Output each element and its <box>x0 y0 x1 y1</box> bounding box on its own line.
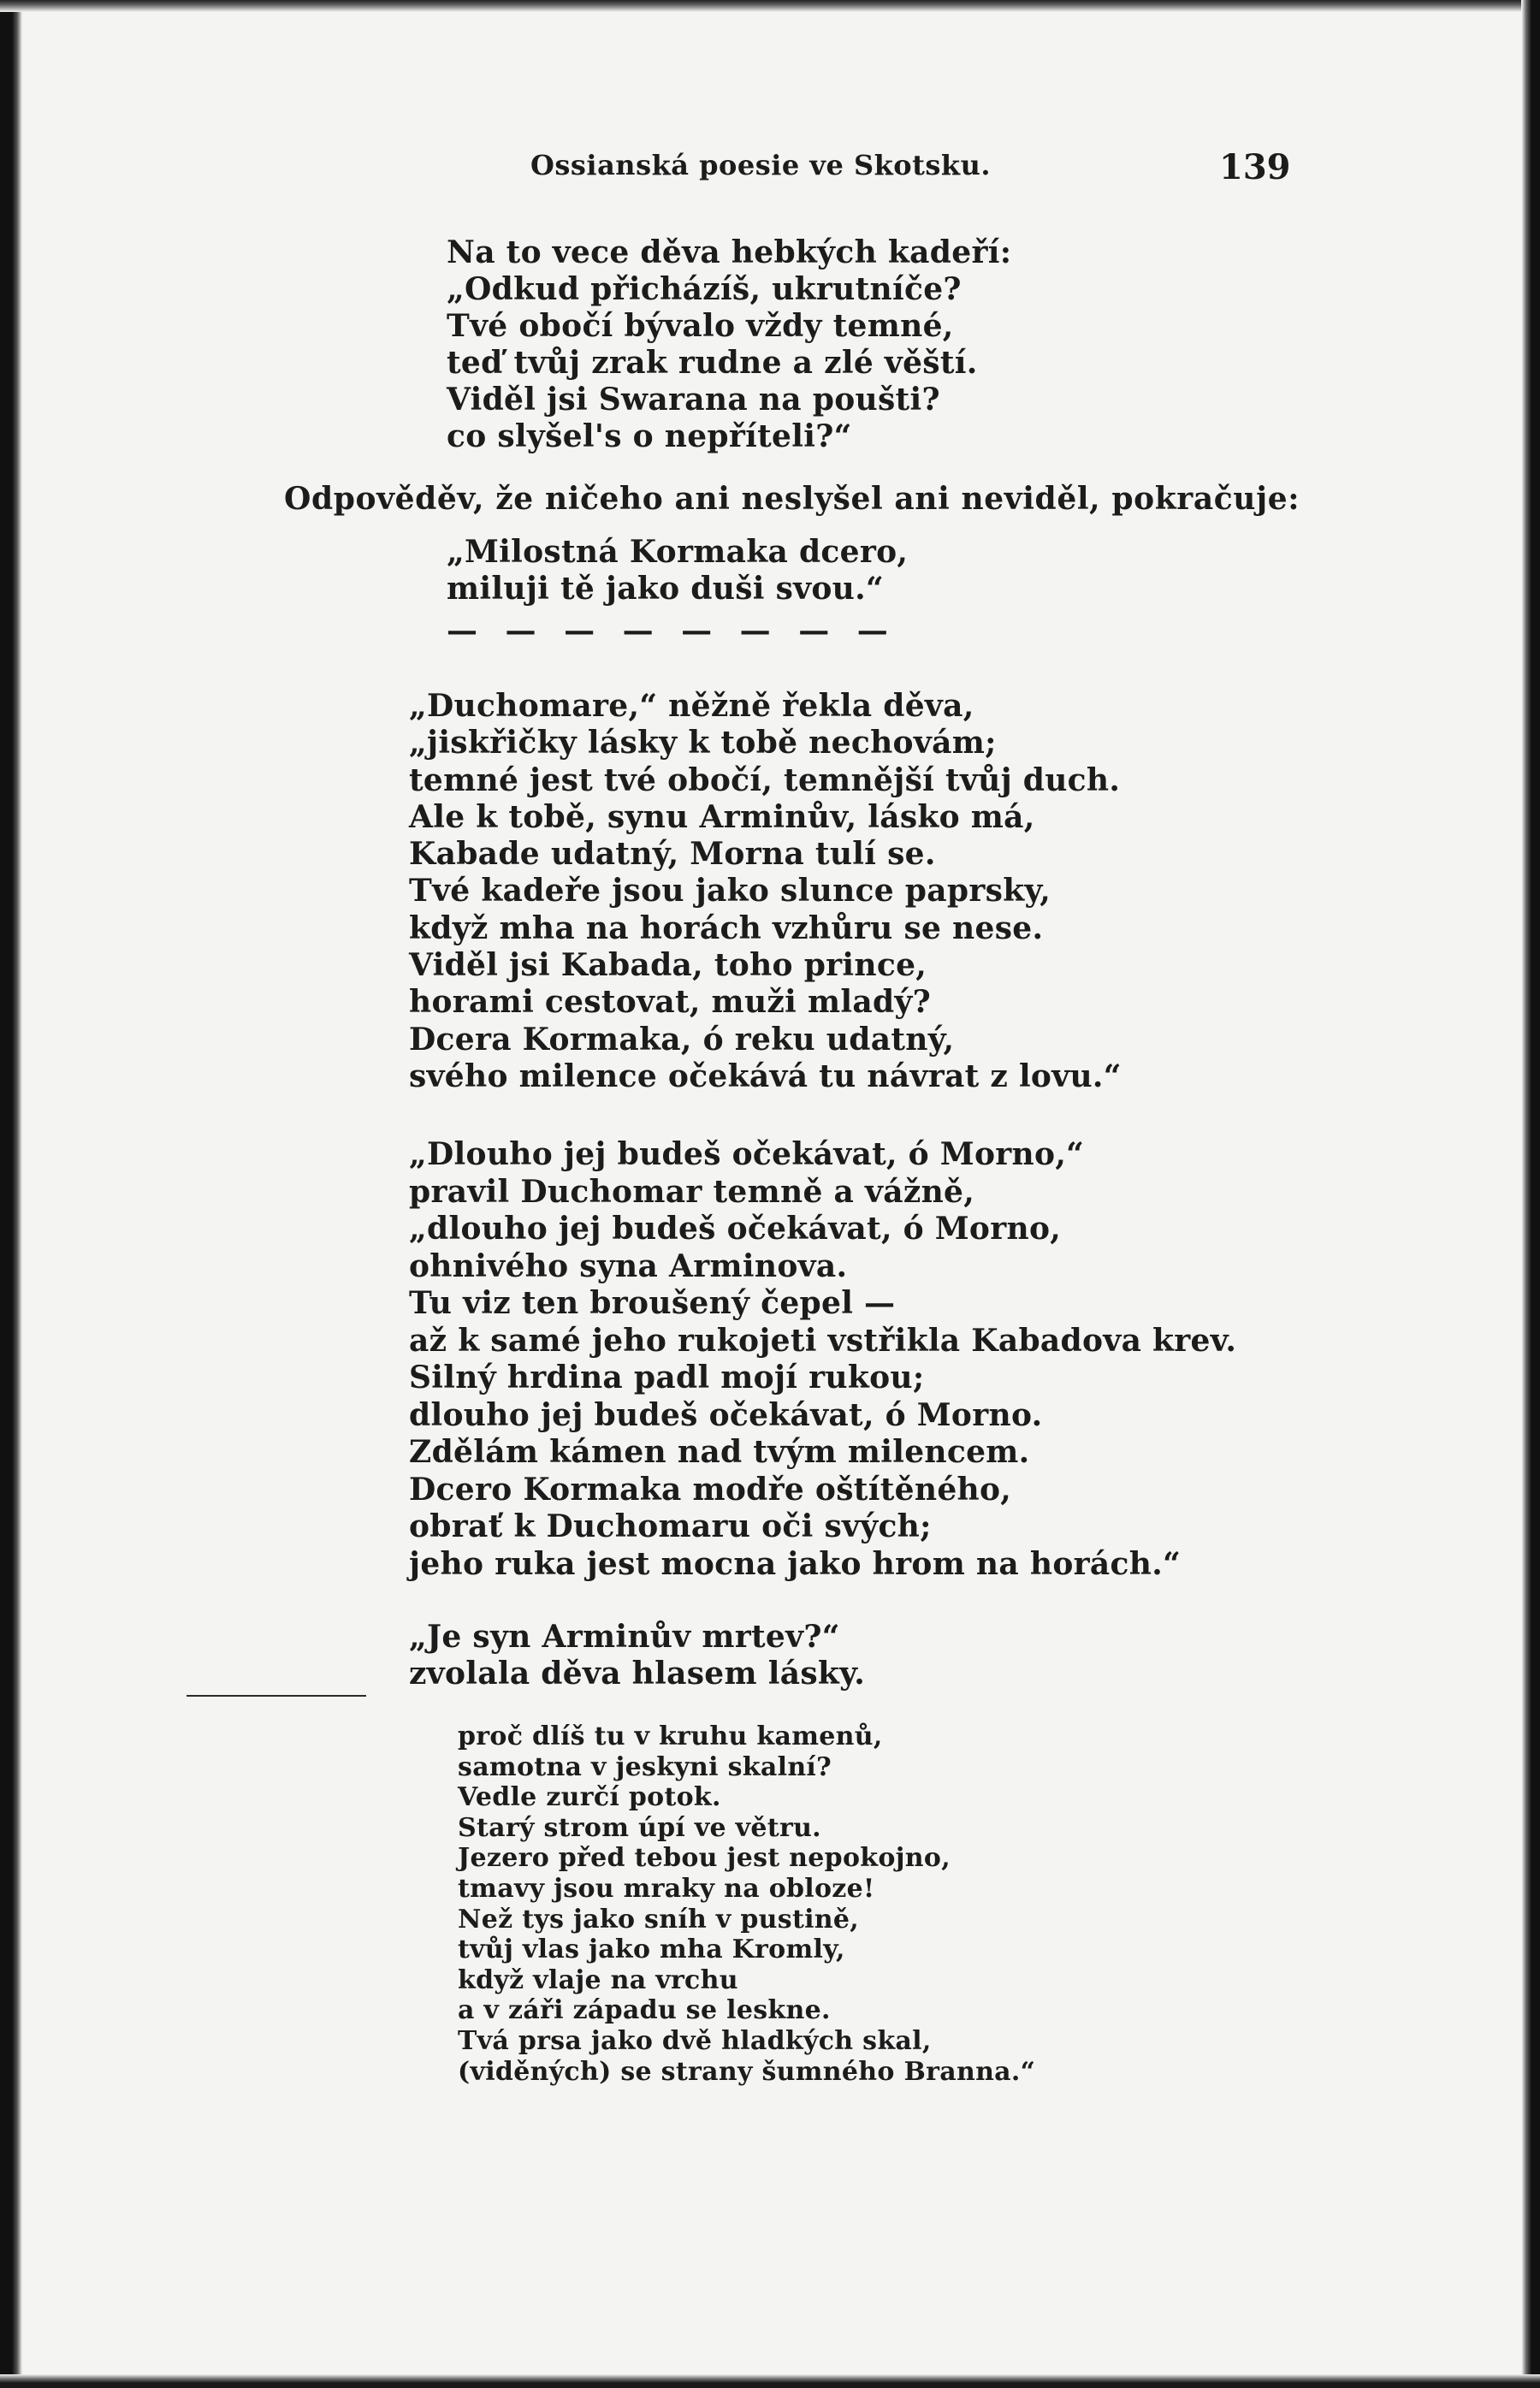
verse-line: až k samé jeho rukojeti vstřikla Kabadova krev. <box>409 1322 1237 1359</box>
verse-line: „Dlouho jej budeš očekávat, ó Morno,“ <box>409 1136 1085 1172</box>
verse-line: Tvé kadeře jsou jako slunce paprsky, <box>409 873 1051 910</box>
footnote-line: tvůj vlas jako mha Kromly, <box>458 1935 845 1965</box>
verse-line: Ale k tobě, synu Arminův, lásko má, <box>409 798 1035 835</box>
verse-line: zvolala děva hlasem lásky. <box>409 1656 866 1692</box>
verse-line: Na to vece děva hebkých kadeří: <box>447 234 1012 270</box>
verse-line: Tu viz ten broušený čepel — <box>409 1285 896 1321</box>
footnote-block <box>458 1721 1035 2087</box>
verse-line: Dcero Kormaka modře oštítěného, <box>409 1471 1012 1508</box>
footnote-line: Vedle zurčí potok. <box>458 1782 721 1813</box>
page-number: 139 <box>1219 147 1291 187</box>
prose-line: Odpověděv, že ničeho ani neslyšel ani neviděl, pokračuje: <box>284 481 1300 517</box>
verse-line: „Je syn Arminův mrtev?“ <box>409 1619 840 1655</box>
footnote-line: když vlaje na vrchu <box>458 1964 738 1995</box>
scan-edge-top <box>0 0 1540 12</box>
verse-line: Viděl jsi Swarana na poušti? <box>447 382 940 418</box>
verse-line: „Milostná Kormaka dcero, <box>447 534 909 570</box>
verse-line: když mha na horách vzhůru se nese. <box>409 910 1044 946</box>
verse-line: „jiskřičky lásky k tobě nechovám; <box>409 725 997 761</box>
verse-block-1 <box>447 234 1011 455</box>
footnote-line: samotna v jeskyni skalní? <box>458 1751 832 1782</box>
verse-block-2 <box>447 534 908 607</box>
verse-line: teď tvůj zrak rudne a zlé věští. <box>447 345 978 381</box>
verse-line: svého milence očekává tu návrat z lovu.“ <box>409 1058 1122 1094</box>
running-header: Ossianská poesie ve Skotsku. <box>530 149 991 181</box>
verse-line: horami cestovat, muži mladý? <box>409 984 932 1021</box>
verse-line: temné jest tvé obočí, temnější tvůj duch. <box>409 761 1121 798</box>
verse-line: Tvé obočí bývalo vždy temné, <box>447 308 954 344</box>
scan-edge-left <box>0 0 22 2388</box>
verse-block-5 <box>409 1619 865 1692</box>
verse-line: co slyšel's o nepříteli?“ <box>447 418 852 454</box>
footnote-line: Starý strom úpí ve větru. <box>458 1812 821 1843</box>
verse-line: Zdělám kámen nad tvým milencem. <box>409 1434 1030 1470</box>
verse-line: Silný hrdina padl mojí rukou; <box>409 1360 925 1395</box>
verse-line: pravil Duchomar temně a vážně, <box>409 1173 975 1210</box>
verse-line: dlouho jej budeš očekávat, ó Morno. <box>409 1396 1043 1433</box>
footnote-line: a v záři západu se leskne. <box>458 1995 831 2026</box>
verse-line: Dcera Kormaka, ó reku udatný, <box>409 1021 955 1058</box>
verse-line: „dlouho jej budeš očekávat, ó Morno, <box>409 1211 1062 1247</box>
footnote-rule <box>187 1695 366 1697</box>
verse-line: obrať k Duchomaru oči svých; <box>409 1508 932 1544</box>
footnote-line: Než tys jako sníh v pustině, <box>458 1904 860 1935</box>
footnote-line: Tvá prsa jako dvě hladkých skal, <box>458 2025 932 2056</box>
verse-line: miluji tě jako duši svou.“ <box>447 571 884 607</box>
verse-line: jeho ruka jest mocna jako hrom na horách.“ <box>409 1545 1182 1582</box>
verse-line: Kabade udatný, Morna tulí se. <box>409 836 936 873</box>
scan-edge-bottom <box>0 2374 1540 2388</box>
verse-block-4 <box>409 1136 1236 1583</box>
dash-separator: — — — — — — — — <box>447 613 897 649</box>
verse-line: ohnivého syna Arminova. <box>409 1247 848 1284</box>
footnote-line: tmavy jsou mraky na obloze! <box>458 1873 875 1904</box>
footnote-line: Jezero před tebou jest nepokojno, <box>458 1843 951 1874</box>
footnote-line: proč dlíš tu v kruhu kamenů, <box>458 1721 883 1751</box>
verse-line: „Duchomare,“ něžně řekla děva, <box>409 688 974 724</box>
scan-edge-right <box>1521 0 1540 2388</box>
verse-line: „Odkud přicházíš, ukrutníče? <box>447 271 962 307</box>
footnote-line: (viděných) se strany šumného Branna.“ <box>458 2056 1036 2087</box>
verse-block-3 <box>409 688 1122 1095</box>
verse-line: Viděl jsi Kabada, toho prince, <box>409 947 927 984</box>
